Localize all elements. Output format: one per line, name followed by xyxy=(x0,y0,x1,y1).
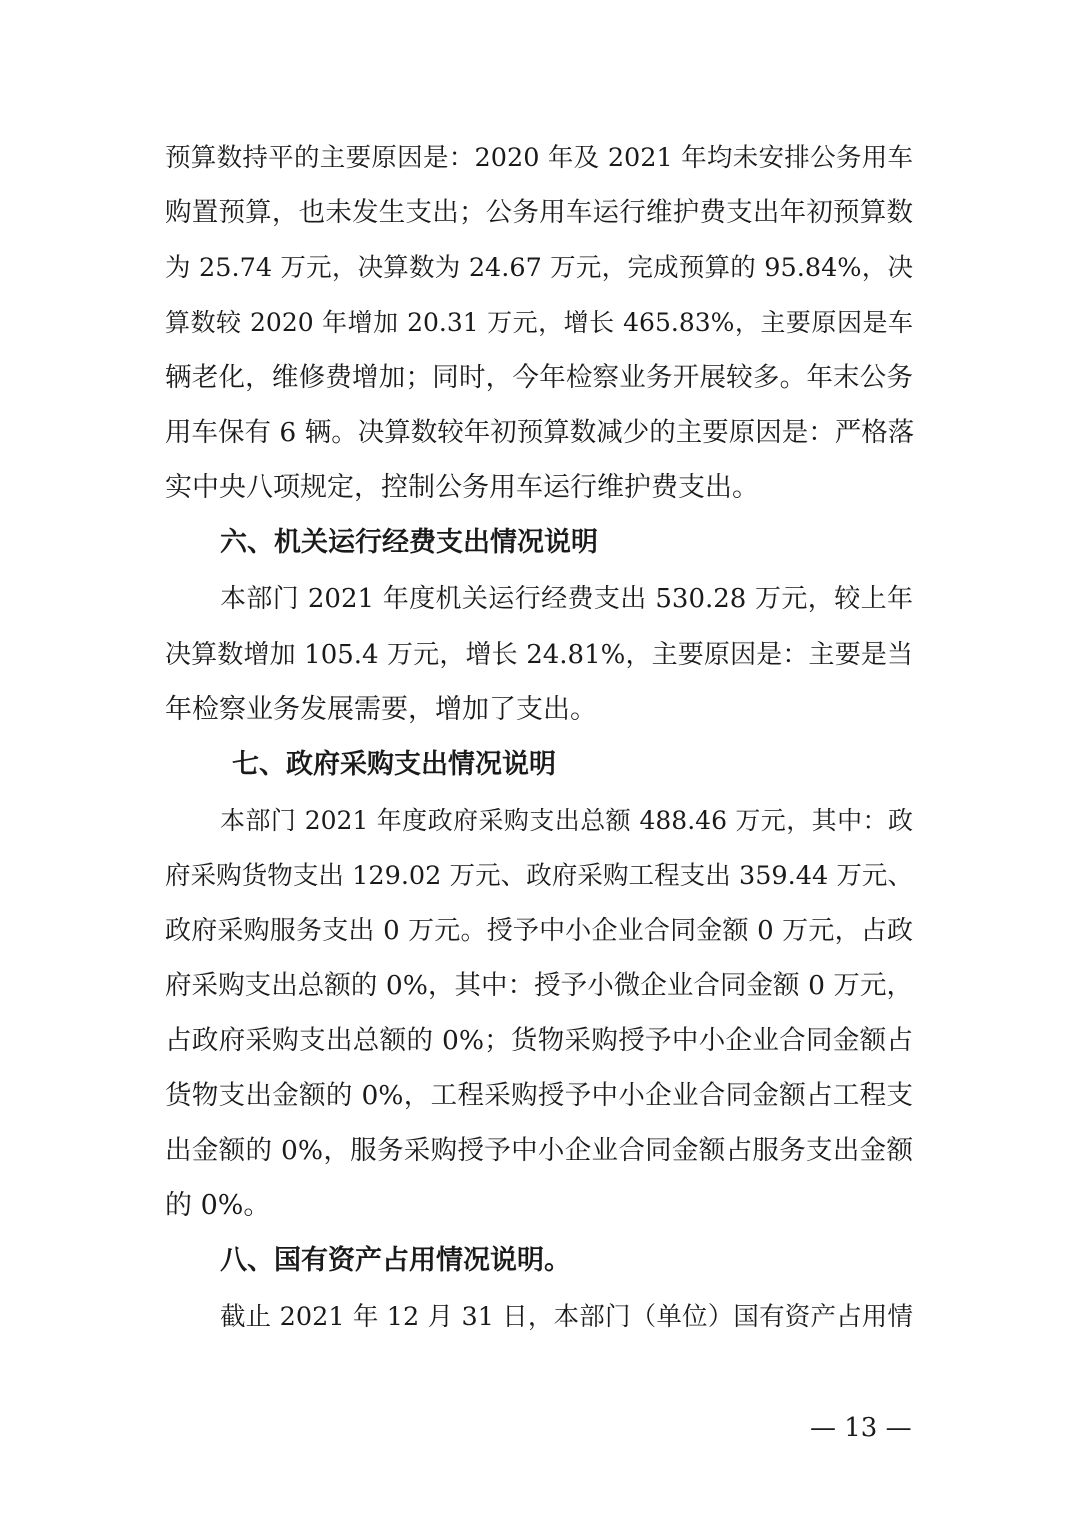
paragraph-line: 用车保有 6 辆。决算数较年初预算数减少的主要原因是：严格落 xyxy=(165,417,915,448)
paragraph-line: 货物支出金额的 0%，工程采购授予中小企业合同金额占工程支 xyxy=(165,1080,913,1111)
paragraph-line: 为 25.74 万元，决算数为 24.67 万元，完成预算的 95.84%，决 xyxy=(165,253,913,283)
section-heading-7: 七、政府采购支出情况说明 xyxy=(232,749,556,780)
paragraph-line: 本部门 2021 年度政府采购支出总额 488.46 万元，其中：政 xyxy=(220,806,913,835)
paragraph-line: 府采购支出总额的 0%，其中：授予小微企业合同金额 0 万元， xyxy=(165,970,913,1001)
paragraph-line: 年检察业务发展需要，增加了支出。 xyxy=(165,694,597,725)
paragraph-line: 截止 2021 年 12 月 31 日，本部门（单位）国有资产占用情 xyxy=(220,1302,913,1332)
paragraph-line: 购置预算，也未发生支出；公务用车运行维护费支出年初预算数 xyxy=(165,197,913,228)
paragraph-line: 预算数持平的主要原因是：2020 年及 2021 年均未安排公务用车 xyxy=(165,143,913,173)
paragraph-line: 本部门 2021 年度机关运行经费支出 530.28 万元，较上年 xyxy=(220,584,913,614)
paragraph-line: 决算数增加 105.4 万元，增长 24.81%，主要原因是：主要是当 xyxy=(165,640,913,670)
paragraph-line: 的 0%。 xyxy=(165,1190,271,1221)
paragraph-line: 府采购货物支出 129.02 万元、政府采购工程支出 359.44 万元、 xyxy=(165,861,913,891)
section-heading-8: 八、国有资产占用情况说明。 xyxy=(220,1245,571,1276)
section-heading-6: 六、机关运行经费支出情况说明 xyxy=(220,527,598,558)
paragraph-line: 出金额的 0%，服务采购授予中小企业合同金额占服务支出金额 xyxy=(165,1135,913,1166)
page-number: — 13 — xyxy=(810,1413,912,1443)
paragraph-line: 占政府采购支出总额的 0%；货物采购授予中小企业合同金额占 xyxy=(165,1025,913,1056)
paragraph-line: 算数较 2020 年增加 20.31 万元，增长 465.83%，主要原因是车 xyxy=(165,308,913,337)
paragraph-line: 实中央八项规定，控制公务用车运行维护费支出。 xyxy=(165,472,759,503)
paragraph-line: 辆老化，维修费增加；同时，今年检察业务开展较多。年末公务 xyxy=(165,362,913,393)
paragraph-line: 政府采购服务支出 0 万元。授予中小企业合同金额 0 万元，占政 xyxy=(165,916,913,946)
